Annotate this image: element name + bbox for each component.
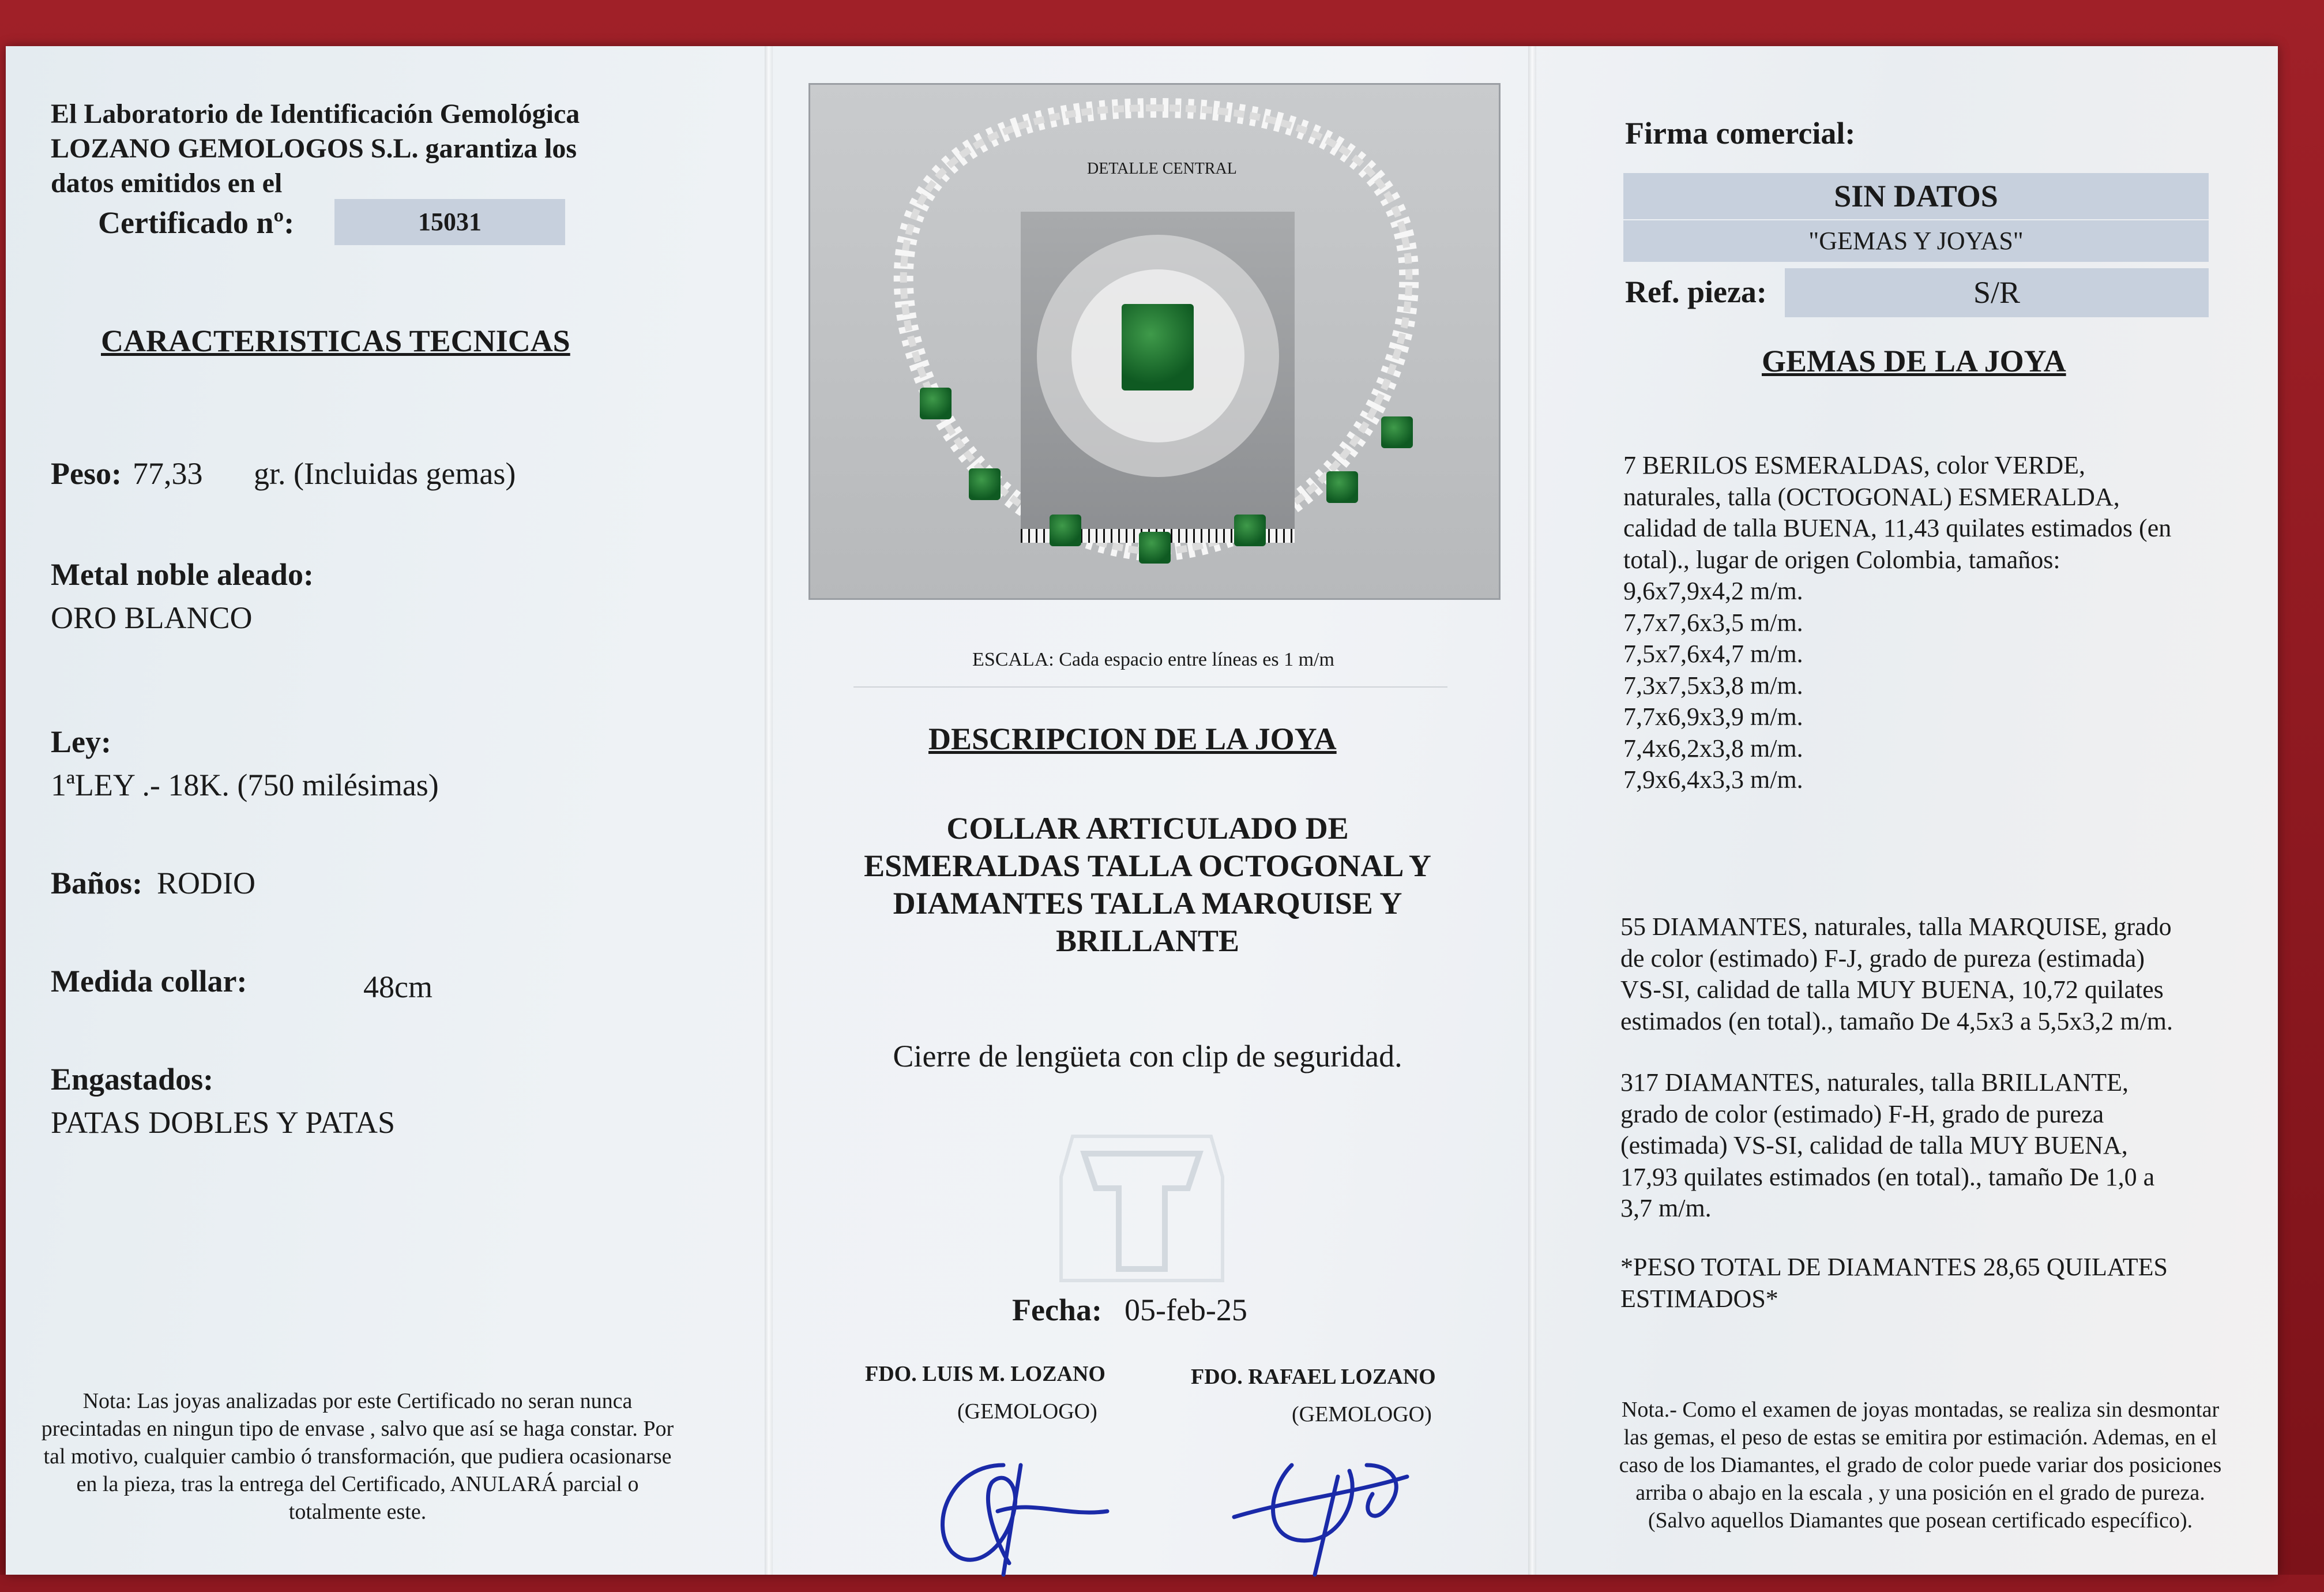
emerald-4: [1139, 532, 1171, 564]
central-emerald: [1122, 304, 1194, 391]
gem-1-line: 7,7x7,6x3,5 m/m.: [1623, 608, 1803, 637]
gem-1-line: 7,7x6,9x3,9 m/m.: [1623, 703, 1803, 731]
description-line-4: BRILLANTE: [1055, 923, 1240, 958]
intro-line-3: datos emitidos en el: [51, 168, 283, 198]
medida-value: 48cm: [363, 970, 433, 1004]
signature-2-icon: [1223, 1430, 1442, 1592]
photo-label: DETALLE CENTRAL: [1087, 160, 1237, 178]
gem-3-block: [1620, 1067, 2154, 1225]
firma-sub: "GEMAS Y JOYAS": [1808, 227, 2024, 255]
ref-label: Ref. pieza:: [1625, 275, 1767, 309]
peso-value: 77,33: [133, 456, 203, 491]
ley-label: Ley:: [51, 724, 111, 759]
emerald-6: [1326, 471, 1358, 503]
left-note: Nota: Las joyas analizadas por este Certificado no seran nunca precintadas en ningun tipo de envase , salvo que así se haga constar. Por tal motivo, cualquier cambio ó transformación, que pudiera ocasionarse en la pieza, tras la entrega del Certificado, ANULARÁ parcial o totalmente este.: [41, 1389, 674, 1524]
total-line: ESTIMADOS*: [1620, 1284, 1778, 1313]
scale-caption: ESCALA: Cada espacio entre líneas es 1 m/m: [972, 649, 1334, 670]
emerald-3: [1050, 515, 1081, 546]
firma-value-box: [1623, 173, 2209, 219]
intro-line-1: El Laboratorio de Identificación Gemológica: [51, 99, 580, 129]
banos-label: Baños:: [51, 866, 143, 900]
gem-3-line: (estimada) VS-SI, calidad de talla MUY BUENA,: [1620, 1131, 2128, 1159]
emerald-5: [1234, 515, 1266, 546]
signer-1-role: (GEMOLOGO): [957, 1399, 1097, 1424]
fold-line-left: [765, 46, 773, 1575]
gem-1-line: naturales, talla (OCTOGONAL) ESMERALDA,: [1623, 482, 2120, 511]
embossed-seal-icon: [1050, 1119, 1234, 1304]
fecha-label: Fecha:: [1012, 1293, 1102, 1327]
jewel-photo: [808, 83, 1501, 600]
emerald-2: [969, 468, 1001, 500]
total-diamonds-block: [1620, 1252, 2168, 1315]
certificate-number-box: [334, 199, 565, 245]
signer-1-name: FDO. LUIS M. LOZANO: [865, 1362, 1105, 1386]
right-note: Nota.- Como el examen de joyas montadas, se realiza sin desmontar las gemas, el peso de estas se emitira por estimación. Ademas, en el caso de los Diamantes, el grado de color puede variar dos posiciones arriba o abajo en la escala , y una posición en el grado de pureza. (Salvo aquellos Diamantes que posean certificado específico).: [1619, 1398, 2222, 1533]
description-line-3: DIAMANTES TALLA MARQUISE Y: [893, 886, 1402, 921]
left-panel: [6, 46, 767, 1575]
ref-value: S/R: [1973, 275, 2021, 310]
gem-2-line: estimados (en total)., tamaño De 4,5x3 a 5,5x3,2 m/m.: [1620, 1007, 2173, 1035]
signer-2-role: (GEMOLOGO): [1292, 1402, 1432, 1426]
gem-1-line: 7,3x7,5x3,8 m/m.: [1623, 671, 1803, 700]
gem-1-line: 7,9x6,4x3,3 m/m.: [1623, 765, 1803, 794]
gem-3-line: 3,7 m/m.: [1620, 1194, 1712, 1222]
banos-value: RODIO: [157, 866, 255, 900]
description-line-2: ESMERALDAS TALLA OCTOGONAL Y: [864, 848, 1431, 883]
firma-sub-box: [1623, 220, 2209, 262]
engastados-value: PATAS DOBLES Y PATAS: [51, 1105, 396, 1140]
peso-label: Peso:: [51, 456, 122, 491]
gem-2-line: VS-SI, calidad de talla MUY BUENA, 10,72 quilates: [1620, 975, 2164, 1004]
description-section-title: DESCRIPCION DE LA JOYA: [928, 722, 1337, 756]
gem-2-line: 55 DIAMANTES, naturales, talla MARQUISE, grado: [1620, 913, 2172, 941]
certificate-number: 15031: [418, 208, 482, 236]
gem-1-line: 7,4x6,2x3,8 m/m.: [1623, 734, 1803, 763]
gem-1-line: 9,6x7,9x4,2 m/m.: [1623, 577, 1803, 605]
gem-1-line: calidad de talla BUENA, 11,43 quilates estimados (en: [1623, 514, 2172, 542]
emerald-1: [920, 388, 952, 419]
description-line-1: COLLAR ARTICULADO DE: [946, 811, 1349, 846]
emerald-7: [1381, 416, 1413, 448]
metal-label: Metal noble aleado:: [51, 557, 314, 592]
gems-section-title: GEMAS DE LA JOYA: [1762, 344, 2066, 378]
signature-1-icon: [917, 1430, 1136, 1592]
technical-section-title: CARACTERISTICAS TECNICAS: [101, 324, 570, 358]
gem-3-line: 317 DIAMANTES, naturales, talla BRILLANTE,: [1620, 1068, 2129, 1097]
firma-label: Firma comercial:: [1625, 116, 1856, 151]
gem-3-line: grado de color (estimado) F-H, grado de pureza: [1620, 1099, 2104, 1128]
gem-1-line: total)., lugar de origen Colombia, tamaños:: [1623, 545, 2060, 574]
fecha-value: 05-feb-25: [1125, 1293, 1247, 1327]
metal-value: ORO BLANCO: [51, 600, 253, 635]
right-panel: [1534, 46, 2278, 1575]
central-detail-inset: [1021, 212, 1295, 535]
certificate-card: [6, 46, 2278, 1575]
signer-2-name: FDO. RAFAEL LOZANO: [1191, 1365, 1436, 1389]
ref-value-box: [1785, 268, 2209, 317]
certificate-label: Certificado nº:: [98, 205, 295, 240]
ley-value: 1ªLEY .- 18K. (750 milésimas): [51, 768, 439, 802]
caption-divider: [853, 686, 1447, 688]
gem-1-line: 7,5x7,6x4,7 m/m.: [1623, 640, 1803, 668]
gem-1-line: 7 BERILOS ESMERALDAS, color VERDE,: [1623, 451, 2085, 479]
gem-3-line: 17,93 quilates estimados (en total)., tamaño De 1,0 a: [1620, 1162, 2155, 1191]
gem-2-block: [1620, 911, 2173, 1037]
gem-2-line: de color (estimado) F-J, grado de pureza (estimada): [1620, 944, 2145, 973]
peso-unit: gr. (Incluidas gemas): [254, 456, 516, 491]
firma-value: SIN DATOS: [1834, 179, 1998, 213]
total-line: *PESO TOTAL DE DIAMANTES 28,65 QUILATES: [1620, 1253, 2168, 1281]
clasp-text: Cierre de lengüeta con clip de seguridad.: [893, 1039, 1402, 1073]
medida-label: Medida collar:: [51, 964, 247, 998]
engastados-label: Engastados:: [51, 1062, 214, 1097]
gem-1-block: [1623, 450, 2171, 796]
intro-line-2: LOZANO GEMOLOGOS S.L. garantiza los: [51, 133, 577, 164]
